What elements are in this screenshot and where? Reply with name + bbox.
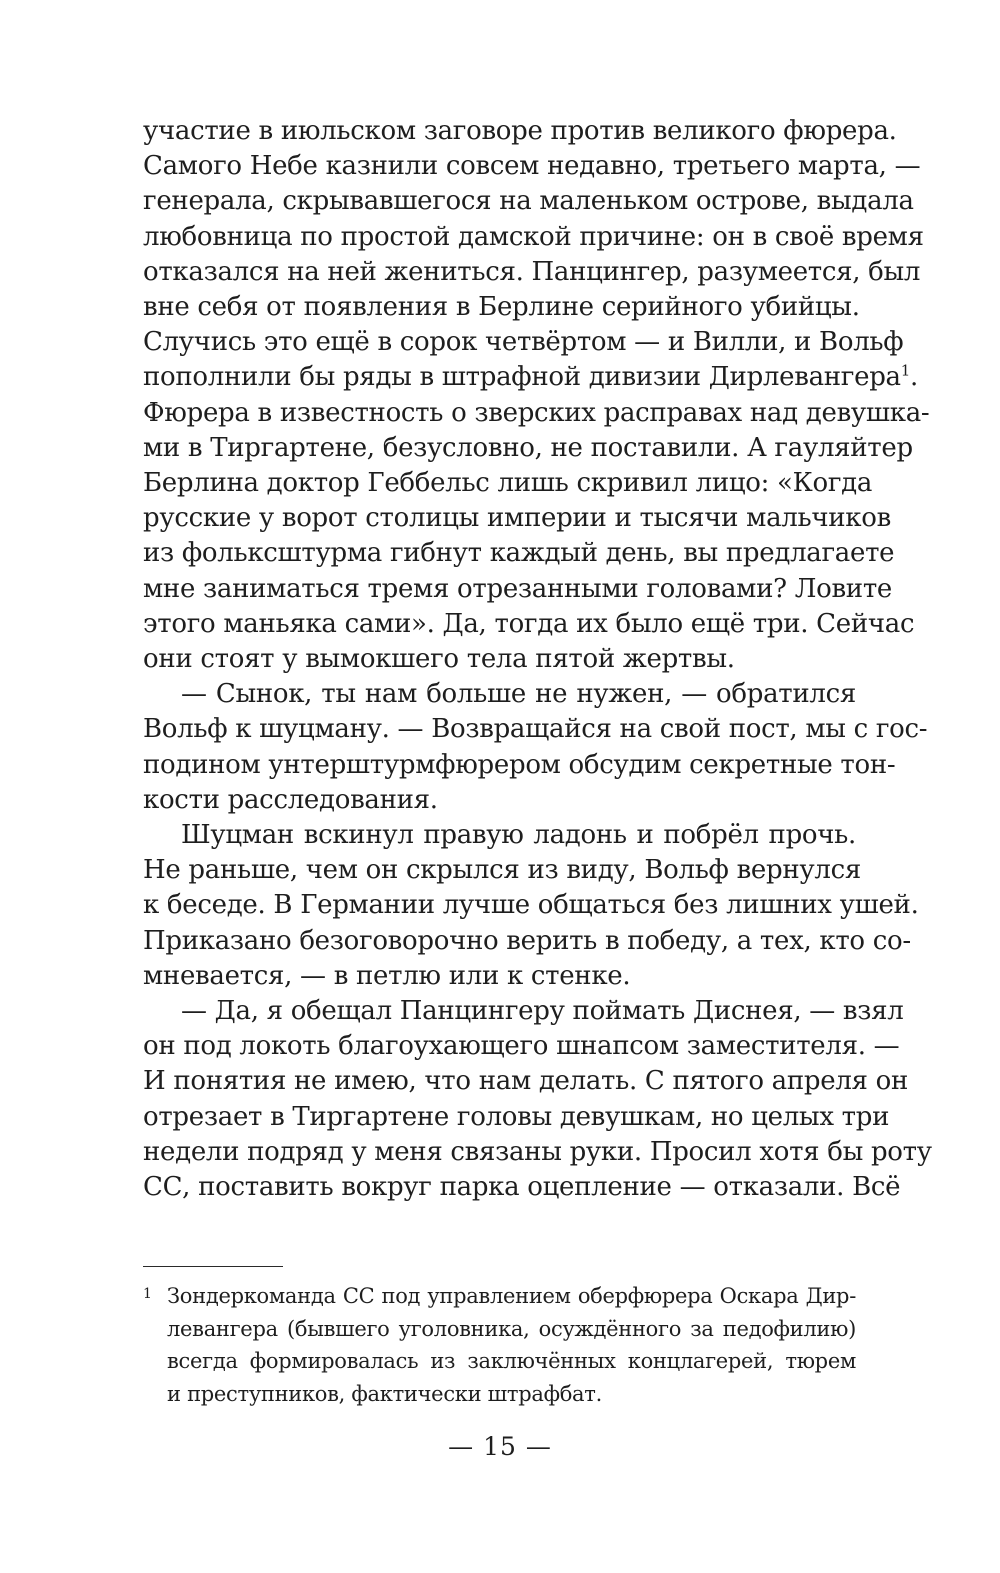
footnote-line: левангера (бывшего уголовника, осуждённого за педофилию) — [167, 1316, 856, 1341]
text-line: они стоят у вымокшего тела пятой жертвы. — [143, 644, 735, 675]
text-line: — Да, я обещал Панцингеру поймать Диснея, — взял — [181, 996, 904, 1027]
text-line: СС, поставить вокруг парка оцепление — отказали. Всё — [143, 1172, 901, 1203]
text-line-with-footnote — [143, 360, 918, 395]
text-line: Берлина доктор Геббельс лишь скривил лицо: «Когда — [143, 468, 873, 499]
footnote-reference: 1 — [900, 361, 910, 380]
text-line: отрезает в Тиргартене головы девушкам, но целых три — [143, 1101, 890, 1132]
text-segment: . — [910, 362, 918, 393]
footnote-line: Зондеркоманда СС под управлением оберфюрера Оскара Дир- — [167, 1284, 856, 1308]
text-line: ми в Тиргартене, безусловно, не поставили. А гауляйтер — [143, 432, 913, 463]
text-line: кости расследования. — [143, 784, 438, 815]
text-line: Самого Небе казнили совсем недавно, третьего марта, — — [143, 151, 921, 182]
text-line: русские у ворот столицы империи и тысячи мальчиков — [143, 503, 891, 534]
footnote-line: и преступников, фактически штрафбат. — [167, 1381, 602, 1406]
text-line: Не раньше, чем он скрылся из виду, Вольф вернулся — [143, 855, 861, 886]
text-line: Приказано безоговорочно верить в победу, а тех, кто со- — [143, 925, 911, 956]
text-line: из фольксштурма гибнут каждый день, вы предлагаете — [143, 538, 895, 569]
text-line: отказался на ней жениться. Панцингер, разумеется, был — [143, 256, 921, 287]
text-line: Фюрера в известность о зверских расправах над девушка- — [143, 397, 930, 428]
text-line: генерала, скрывавшегося на маленьком острове, выдала — [143, 186, 914, 217]
text-line: Вольф к шуцману. — Возвращайся на свой пост, мы с гос- — [143, 714, 928, 745]
main-text — [143, 114, 932, 1205]
text-line: к беседе. В Германии лучше общаться без лишних ушей. — [143, 890, 919, 921]
footnote-mark: 1 — [143, 1286, 152, 1302]
text-line: этого маньяка сами». Да, тогда их было ещё три. Сейчас — [143, 608, 915, 639]
footnote — [143, 1280, 856, 1410]
text-line: мне заниматься тремя отрезанными головами? Ловите — [143, 573, 892, 604]
text-line: мневается, — в петлю или к стенке. — [143, 960, 631, 991]
footnote-body — [167, 1280, 856, 1410]
text-line: И понятия не имею, что нам делать. С пятого апреля он — [143, 1066, 909, 1097]
text-line: — Сынок, ты нам больше не нужен, — обратился — [181, 679, 856, 710]
page-number: — 15 — — [448, 1432, 552, 1461]
text-line: любовница по простой дамской причине: он в своё время — [143, 221, 924, 252]
text-line: участие в июльском заговоре против великого фюрера. — [143, 116, 897, 146]
footnote-divider — [143, 1266, 283, 1267]
text-line: Случись это ещё в сорок четвёртом — и Вилли, и Вольф — [143, 327, 904, 358]
text-line: вне себя от появления в Берлине серийного убийцы. — [143, 292, 860, 323]
text-segment: пополнили бы ряды в штрафной дивизии Дирлевангера — [143, 362, 901, 393]
footnote-line: всегда формировалась из заключённых концлагерей, тюрем — [167, 1349, 856, 1373]
text-line: Шуцман вскинул правую ладонь и побрёл прочь. — [181, 820, 856, 851]
text-line: недели подряд у меня связаны руки. Просил хотя бы роту — [143, 1136, 932, 1167]
text-line: подином унтерштурмфюрером обсудим секретные тон- — [143, 749, 896, 780]
text-line: он под локоть благоухающего шнапсом заместителя. — — [143, 1031, 900, 1062]
